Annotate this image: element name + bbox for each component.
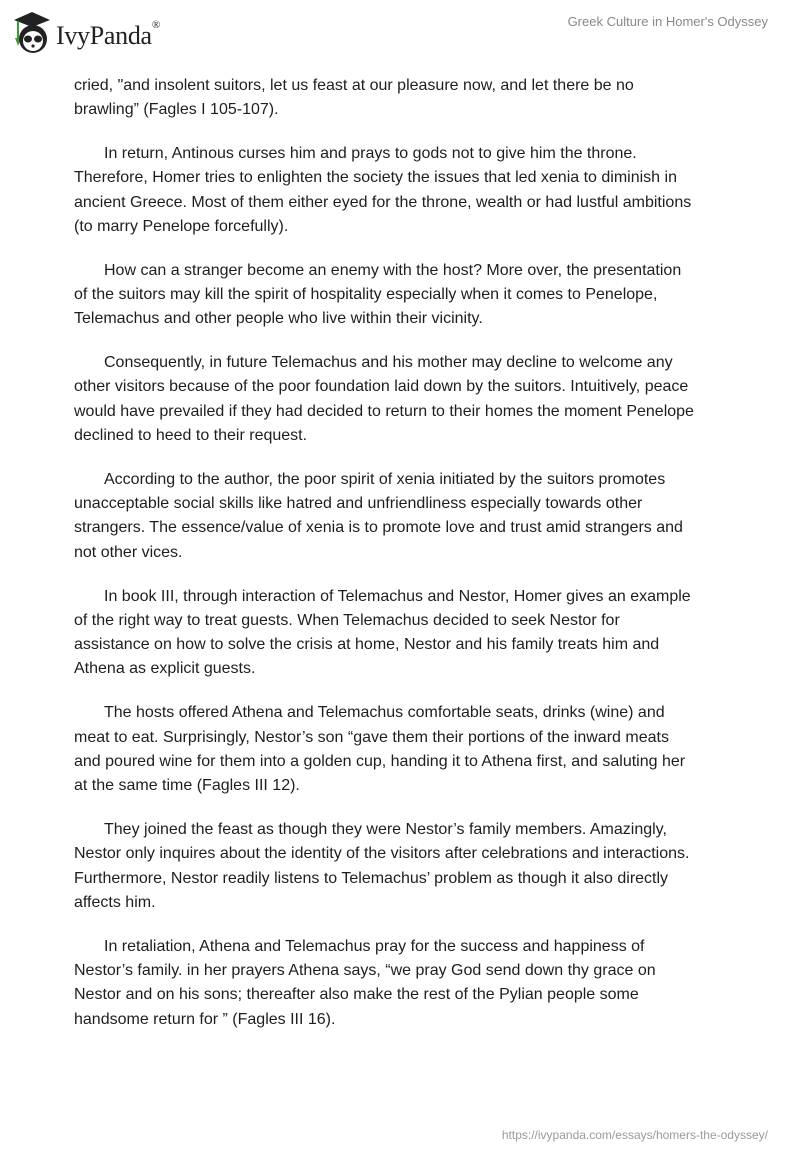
paragraph xyxy=(74,818,754,915)
paragraph-line: would have prevailed if they had decided to return to their homes the moment Penelope xyxy=(74,402,694,420)
source-url[interactable]: https://ivypanda.com/essays/homers-the-odyssey/ xyxy=(501,1128,768,1142)
paragraph-line: brawling” (Fagles I 105-107). xyxy=(74,101,279,119)
panda-graduate-icon xyxy=(12,8,52,56)
essay-body xyxy=(74,74,754,1051)
paragraph-line: They joined the feast as though they were Nestor’s family members. Amazingly, xyxy=(104,820,667,838)
paragraph-line: Nestor only inquires about the identity of the visitors after celebrations and interactions. xyxy=(74,845,690,863)
paragraph xyxy=(74,74,754,123)
paragraph-line: other visitors because of the poor foundation laid down by the suitors. Intuitively, peace xyxy=(74,378,689,396)
paragraph-line: and poured wine for them into a golden cup, handing it to Athena first, and saluting her xyxy=(74,752,686,770)
paragraph-line: How can a stranger become an enemy with the host? More over, the presentation xyxy=(104,261,682,279)
paragraph-line: cried, "and insolent suitors, let us feast at our pleasure now, and let there be no xyxy=(74,77,634,94)
paragraph-line: According to the author, the poor spirit of xenia initiated by the suitors promotes xyxy=(104,470,666,488)
paragraph-line: Athena as explicit guests. xyxy=(74,660,256,678)
paragraph xyxy=(74,351,754,448)
paragraph-line: Telemachus and other people who live within their vicinity. xyxy=(74,310,483,328)
paragraph xyxy=(74,701,754,798)
paragraph-line: of the right way to treat guests. When Telemachus decided to seek Nestor for xyxy=(74,611,620,629)
paragraph-line: not other vices. xyxy=(74,543,183,561)
paragraph-line: (to marry Penelope forcefully). xyxy=(74,217,289,235)
paragraph-line: strangers. The essence/value of xenia is to promote love and trust amid strangers and xyxy=(74,519,683,537)
paragraph xyxy=(74,935,754,1032)
paragraph-line: In retaliation, Athena and Telemachus pray for the success and happiness of xyxy=(104,937,645,955)
paragraph-line: of the suitors may kill the spirit of hospitality especially when it comes to Penelope, xyxy=(74,286,658,304)
paragraph xyxy=(74,259,754,332)
paragraph-line: assistance on how to solve the crisis at home, Nestor and his family treats him and xyxy=(74,636,660,654)
paragraph xyxy=(74,468,754,565)
paragraph-line: In book III, through interaction of Telemachus and Nestor, Homer gives an example xyxy=(104,587,691,605)
paragraph xyxy=(74,142,754,239)
ivypanda-logo[interactable] xyxy=(12,8,160,56)
paragraph-line: affects him. xyxy=(74,893,156,911)
paragraph-line: Furthermore, Nestor readily listens to Telemachus’ problem as though it also directly xyxy=(74,869,669,887)
registered-mark: ® xyxy=(151,19,160,31)
paragraph-line: meat to eat. Surprisingly, Nestor’s son “gave them their portions of the inward meats xyxy=(74,728,669,746)
paragraph-line: In return, Antinous curses him and prays to gods not to give him the throne. xyxy=(104,145,637,163)
paragraph-line: Nestor and on his sons; thereafter also make the rest of the Pylian people some xyxy=(74,986,639,1004)
brand-text: IvyPanda xyxy=(56,21,152,50)
paragraph-line: declined to heed to their request. xyxy=(74,427,308,445)
paragraph-line: Nestor’s family. in her prayers Athena says, “we pray God send down thy grace on xyxy=(74,961,656,979)
paragraph-line: Therefore, Homer tries to enlighten the society the issues that led xenia to diminish in xyxy=(74,169,677,187)
document-title: Greek Culture in Homer's Odyssey xyxy=(567,14,768,29)
paragraph-line: The hosts offered Athena and Telemachus comfortable seats, drinks (wine) and xyxy=(104,704,665,722)
paragraph-line: ancient Greece. Most of them either eyed for the throne, wealth or had lustful ambitions xyxy=(74,193,692,211)
paragraph-line: Consequently, in future Telemachus and his mother may decline to welcome any xyxy=(104,354,673,372)
paragraph-line: at the same time (Fagles III 12). xyxy=(74,777,300,795)
paragraph-line: unacceptable social skills like hatred and unfriendliness especially towards other xyxy=(74,495,643,513)
paragraph xyxy=(74,585,754,682)
paragraph-line: handsome return for ” (Fagles III 16). xyxy=(74,1010,336,1028)
brand-name xyxy=(56,21,160,51)
